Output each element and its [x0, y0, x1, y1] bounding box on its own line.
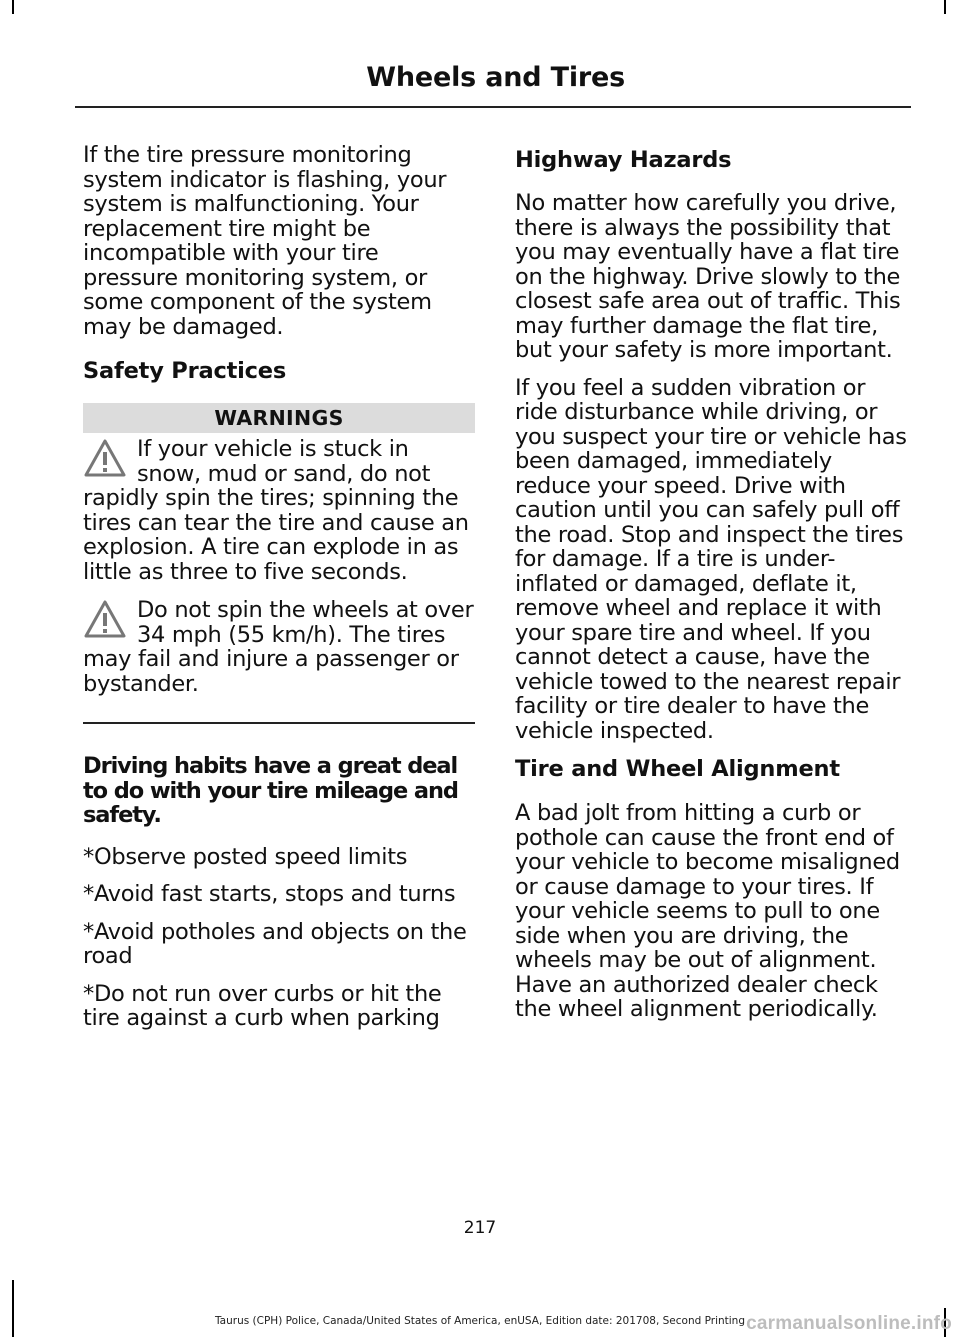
hazards-paragraph-2: If you feel a sudden vibration or ride disturbance while driving, or you suspect your tire or vehicle has been damaged, immediately reduce your speed. Drive with caution until you can safely pull off the road. Stop and inspect the tires for damage. If a tire is under-inflated or damaged, deflate it, remove wheel and replace it with your spare tire and wheel. If you cannot detect a cause, have the vehicle towed to the nearest repair facility or tire dealer to have the vehicle inspected.	[515, 374, 907, 744]
crop-mark-bottom-left	[12, 1280, 14, 1337]
tip-item: *Observe posted speed limits	[83, 843, 408, 870]
crop-mark-top-left	[12, 0, 14, 14]
crop-mark-top-right	[944, 0, 946, 14]
alignment-paragraph: A bad jolt from hitting a curb or pothole can cause the front end of your vehicle to become misaligned or cause damage to your tires. If your vehicle seems to pull to one side when you are driving, the wheels may be out of alignment. Have an authorized dealer check the wheel alignment periodically.	[515, 800, 900, 1022]
alignment-heading: Tire and Wheel Alignment	[515, 756, 840, 782]
warning-triangle-icon	[83, 598, 127, 642]
hazards-paragraph-1: No matter how carefully you drive, there is always the possibility that you may eventually have a flat tire on the highway. Drive slowly to the closest safe area out of traffic. This may further damage the flat tire, but your safety is more important.	[515, 190, 901, 363]
tpms-intro-paragraph: If the tire pressure monitoring system indicator is flashing, your system is malfunctioning. Your replacement tire might be incompatible with your tire pressure monitoring system, or some component of the system may be damaged.	[83, 142, 447, 340]
tip-item: *Avoid fast starts, stops and turns	[83, 881, 456, 907]
tip-item: *Avoid potholes and objects on the road	[83, 918, 467, 969]
warning-text: If your vehicle is stuck in snow, mud or sand, do not rapidly spin the tires; spinning the tires can tear the tire and cause an explosion. A tire can explode in as little as three to five seconds.	[83, 436, 469, 585]
page-title: Wheels and Tires	[366, 62, 625, 93]
warning-text: Do not spin the wheels at over 34 mph (55 km/h). The tires may fail and injure a passenger or bystander.	[83, 597, 474, 697]
warning-item	[83, 437, 475, 584]
driving-habits-heading: Driving habits have a great deal to do with your tire mileage and safety.	[83, 753, 458, 828]
warning-triangle-icon	[83, 437, 127, 481]
highway-hazards-heading: Highway Hazards	[515, 147, 732, 173]
safety-practices-heading: Safety Practices	[83, 358, 287, 384]
tip-item: *Do not run over curbs or hit the tire against a curb when parking	[83, 980, 442, 1031]
warning-item	[83, 598, 475, 696]
page-number: 217	[463, 1218, 497, 1238]
header-rule	[75, 106, 911, 108]
warnings-header: WARNINGS	[83, 403, 475, 433]
left-column	[83, 143, 475, 1044]
edition-footer: Taurus (CPH) Police, Canada/United States of America, enUSA, Edition date: 201708, Second Printing	[215, 1315, 745, 1327]
warnings-end-rule	[83, 722, 475, 724]
watermark: carmanualsonline.info	[746, 1313, 952, 1334]
right-column	[515, 143, 907, 1035]
